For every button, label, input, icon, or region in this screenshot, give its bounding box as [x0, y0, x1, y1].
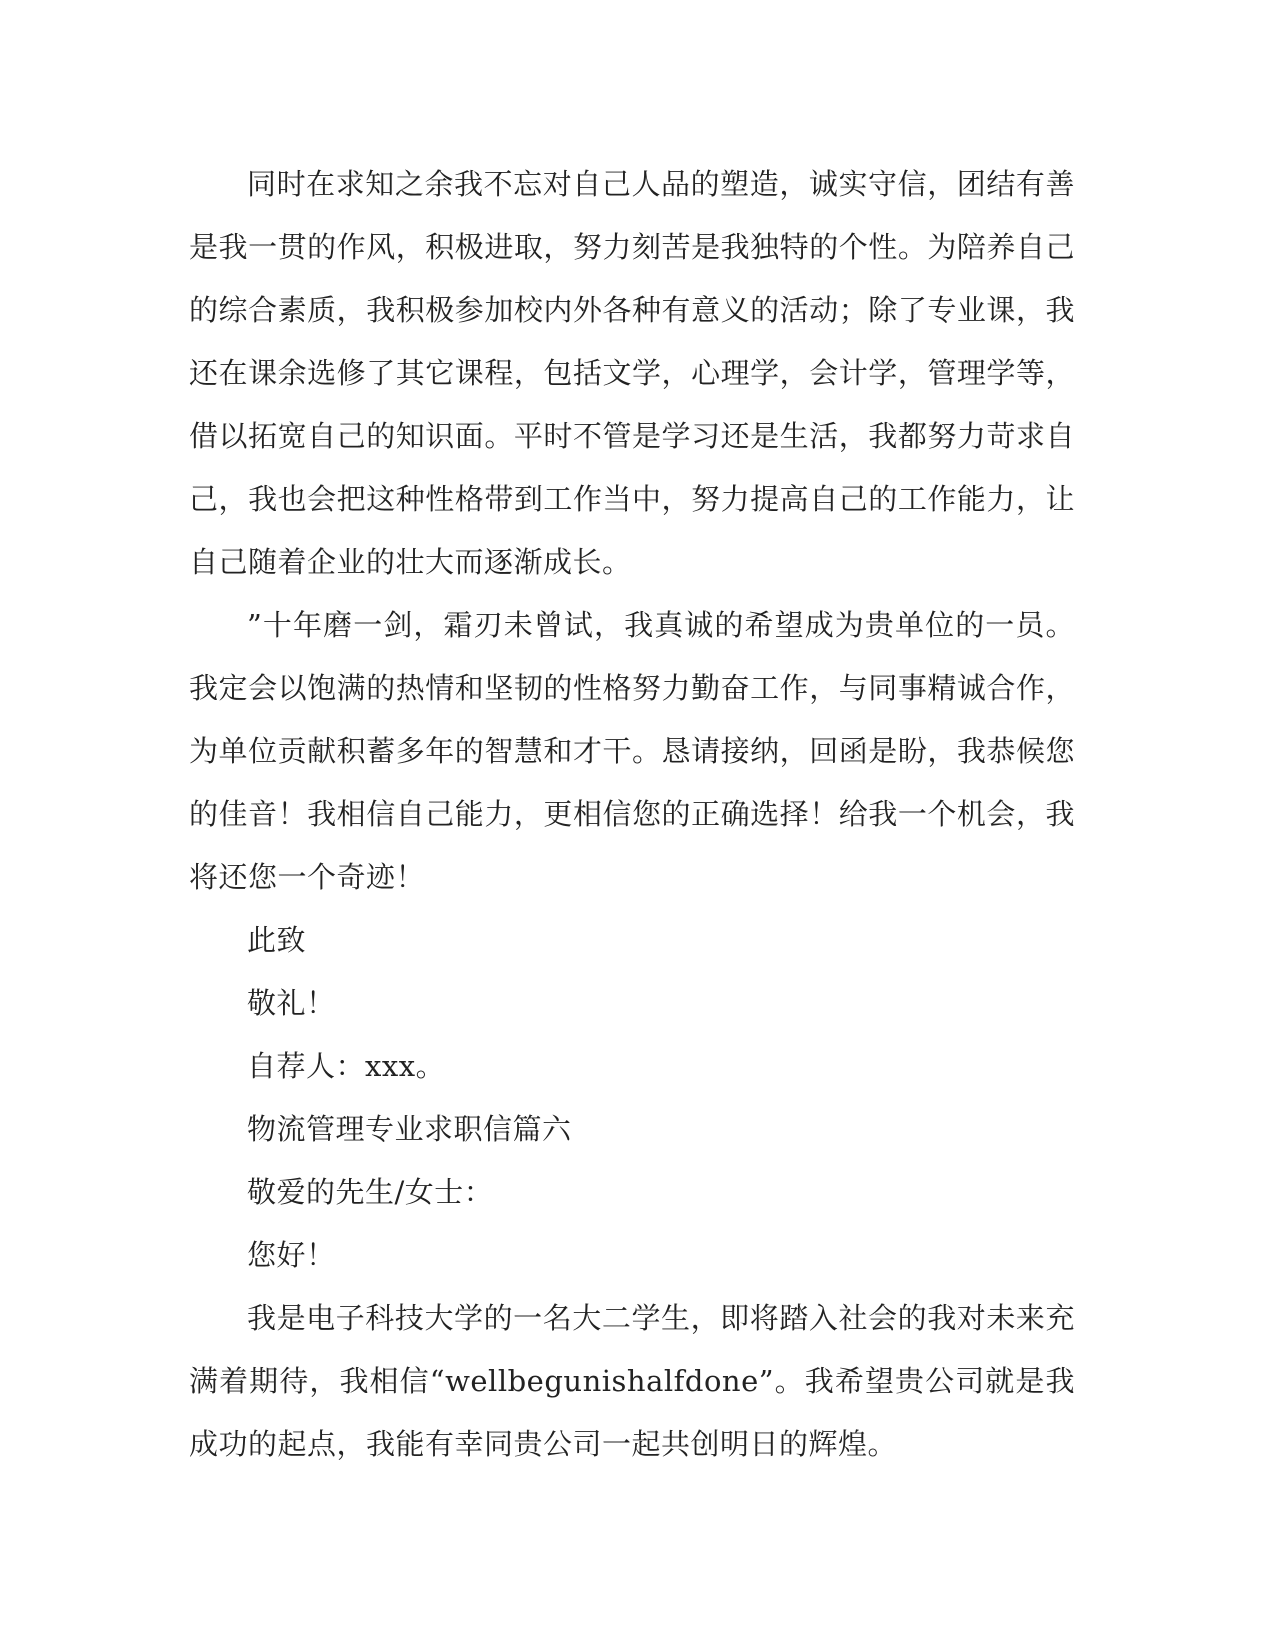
signature-line: 自荐人：xxx。 [247, 1049, 446, 1083]
paragraph-aspiration: ”十年磨一剑，霜刃未曾试，我真诚的希望成为贵单位的一员。我定会以饱满的热情和坚韧的性格努力勤奋工作，与同事精诚合作，为单位贡献积蓄多年的智慧和才干。恳请接纳，回函是盼，我恭候您的佳音！我相信自己能力，更相信您的正确选择！给我一个机会，我将还您一个奇迹！ [189, 608, 1075, 894]
paragraph-self-introduction: 我是电子科技大学的一名大二学生，即将踏入社会的我对未来充满着期待，我相信“wellbegunishalfdone”。我希望贵公司就是我成功的起点，我能有幸同贵公司一起共创明日的辉煌。 [189, 1301, 1075, 1461]
paragraph-personal-qualities: 同时在求知之余我不忘对自己人品的塑造，诚实守信，团结有善是我一贯的作风，积极进取，努力刻苦是我独特的个性。为陪养自己的综合素质，我积极参加校内外各种有意义的活动；除了专业课，我还在课余选修了其它课程，包括文学，心理学，会计学，管理学等，借以拓宽自己的知识面。平时不管是学习还是生活，我都努力苛求自己，我也会把这种性格带到工作当中，努力提高自己的工作能力，让自己随着企业的壮大而逐渐成长。 [189, 167, 1075, 579]
section-heading-letter-six: 物流管理专业求职信篇六 [247, 1112, 572, 1146]
salutation: 敬爱的先生/女士： [247, 1175, 494, 1209]
closing-salute: 敬礼！ [247, 986, 336, 1020]
greeting: 您好！ [247, 1238, 336, 1272]
document-page [189, 153, 1075, 1476]
closing-cizhi: 此致 [247, 923, 307, 957]
